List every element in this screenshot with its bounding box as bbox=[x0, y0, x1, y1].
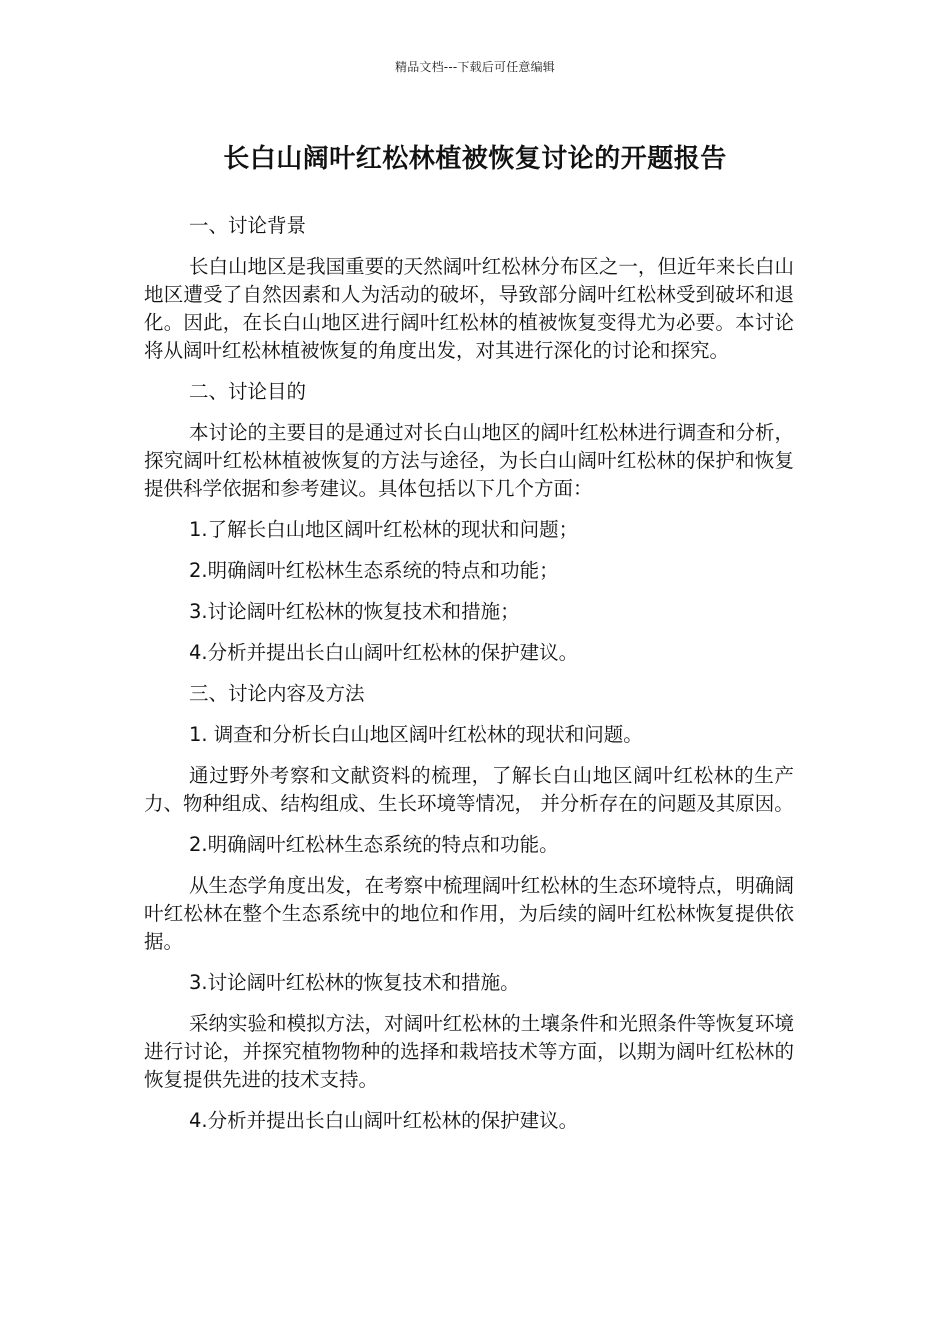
purpose-paragraph: 本讨论的主要目的是通过对长白山地区的阔叶红松林进行调查和分析，探究阔叶红松林植被恢复的方法与途径，为长白山阔叶红松林的保护和恢复提供科学依据和参考建议。具体包括以下几个方面： bbox=[144, 421, 794, 500]
header-note: 精品文档---下载后可任意编辑 bbox=[395, 60, 555, 74]
purpose-item-2: 2.明确阔叶红松林生态系统的特点和功能； bbox=[189, 559, 559, 582]
method-3-paragraph: 采纳实验和模拟方法，对阔叶红松林的土壤条件和光照条件等恢复环境进行讨论，并探究植物物种的选择和栽培技术等方面，以期为阔叶红松林的恢复提供先进的技术支持。 bbox=[144, 1012, 794, 1091]
method-3-title: 3.讨论阔叶红松林的恢复技术和措施。 bbox=[189, 971, 520, 994]
background-paragraph: 长白山地区是我国重要的天然阔叶红松林分布区之一，但近年来长白山地区遭受了自然因素和人为活动的破坏，导致部分阔叶红松林受到破坏和退化。因此，在长白山地区进行阔叶红松林的植被恢复变得尤为必要。本讨论将从阔叶红松林植被恢复的角度出发，对其进行深化的讨论和探究。 bbox=[144, 255, 794, 362]
method-1-paragraph: 通过野外考察和文献资料的梳理，了解长白山地区阔叶红松林的生产力、物种组成、结构组成、生长环境等情况， 并分析存在的问题及其原因。 bbox=[144, 764, 794, 815]
section-heading-background: 一、讨论背景 bbox=[189, 214, 307, 237]
method-1-title: 1. 调查和分析长白山地区阔叶红松林的现状和问题。 bbox=[189, 723, 643, 746]
method-4-title: 4.分析并提出长白山阔叶红松林的保护建议。 bbox=[189, 1109, 579, 1132]
purpose-item-4: 4.分析并提出长白山阔叶红松林的保护建议。 bbox=[189, 641, 579, 664]
method-2-paragraph: 从生态学角度出发，在考察中梳理阔叶红松林的生态环境特点，明确阔叶红松林在整个生态系统中的地位和作用，为后续的阔叶红松林恢复提供依据。 bbox=[144, 874, 794, 953]
document-title: 长白山阔叶红松林植被恢复讨论的开题报告 bbox=[223, 144, 727, 174]
purpose-item-3: 3.讨论阔叶红松林的恢复技术和措施； bbox=[189, 600, 520, 623]
section-heading-methods: 三、讨论内容及方法 bbox=[189, 682, 365, 705]
purpose-item-1: 1.了解长白山地区阔叶红松林的现状和问题； bbox=[189, 518, 579, 541]
section-heading-purpose: 二、讨论目的 bbox=[189, 380, 307, 403]
document-body bbox=[144, 212, 794, 1148]
method-2-title: 2.明确阔叶红松林生态系统的特点和功能。 bbox=[189, 833, 559, 856]
